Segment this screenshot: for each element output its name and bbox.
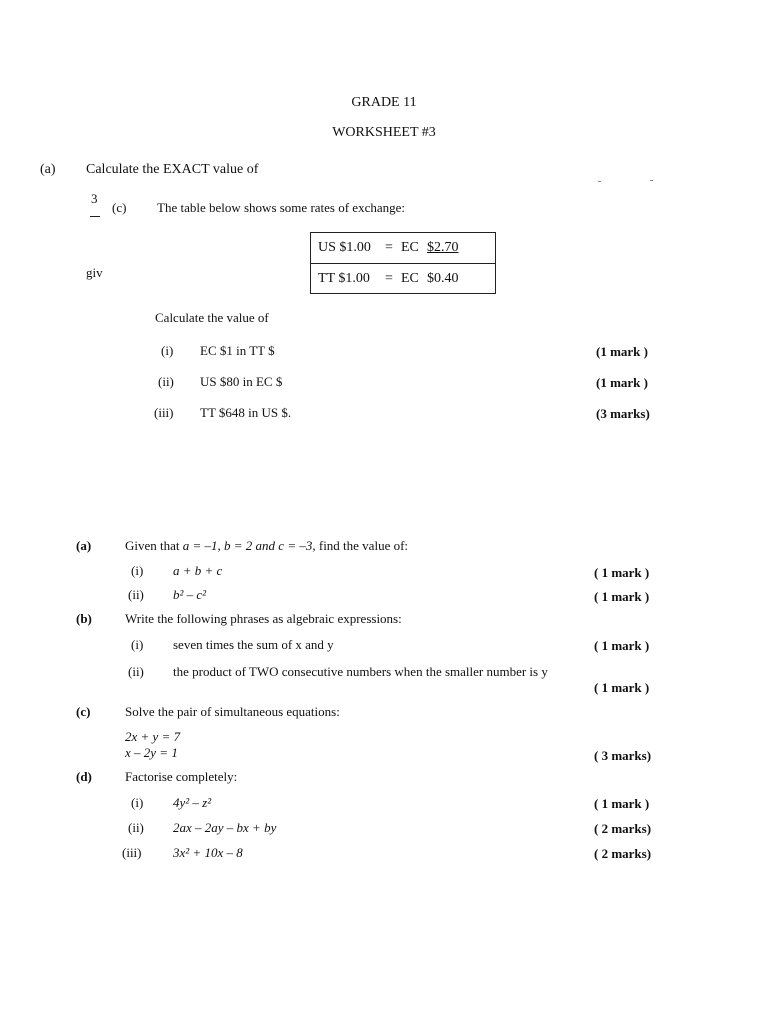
item-number: (ii) xyxy=(128,587,144,602)
item-text: EC $1 in TT $ xyxy=(200,343,275,358)
scan-mark xyxy=(598,181,601,182)
calculate-text: Calculate the value of xyxy=(155,310,269,325)
item-expression: 4y² – z² xyxy=(173,795,212,810)
item-text: US $80 in EC $ xyxy=(200,374,283,389)
item-number: (i) xyxy=(131,795,144,810)
item-number: (iii) xyxy=(154,405,174,420)
question-d-text: Factorise completely: xyxy=(125,769,238,784)
rate-row-us xyxy=(311,233,495,264)
question-a-label: (a) xyxy=(40,162,56,177)
question-a-label: (a) xyxy=(76,538,92,553)
rate-right-prefix: EC xyxy=(401,240,419,255)
rate-left: TT $1.00 xyxy=(318,271,370,286)
item-number: (i) xyxy=(161,343,174,358)
fraction-numerator: 3 xyxy=(91,191,98,206)
rate-left: US $1.00 xyxy=(318,240,371,255)
rate-equals: = xyxy=(385,271,393,286)
item-expression: b² – c² xyxy=(173,587,207,602)
item-mark: ( 2 marks) xyxy=(594,821,652,836)
item-mark: ( 2 marks) xyxy=(594,846,652,861)
truncated-text: giv xyxy=(86,265,103,280)
item-text: the product of TWO consecutive numbers when the smaller number is y xyxy=(173,664,548,679)
worksheet-title: WORKSHEET #3 xyxy=(332,125,436,140)
item-number: (i) xyxy=(131,637,144,652)
item-text: TT $648 in US $. xyxy=(200,405,292,420)
text-post: find the value of: xyxy=(315,538,409,553)
question-a-text: Calculate the EXACT value of xyxy=(86,162,259,177)
question-c-label: (c) xyxy=(76,704,91,719)
item-expression: 2ax – 2ay – bx + by xyxy=(173,820,277,835)
item-expression: a + b + c xyxy=(173,563,223,578)
item-mark: ( 1 mark ) xyxy=(594,589,650,604)
text-pre: Given that xyxy=(125,538,183,553)
equation-2: x – 2y = 1 xyxy=(125,745,178,760)
question-a-text xyxy=(125,538,408,554)
question-c-label: (c) xyxy=(112,200,127,215)
item-text: seven times the sum of x and y xyxy=(173,637,334,652)
item-number: (iii) xyxy=(122,845,142,860)
exchange-rate-table xyxy=(310,232,496,294)
scan-mark xyxy=(650,180,653,181)
item-mark: ( 1 mark ) xyxy=(594,680,650,695)
grade-title: GRADE 11 xyxy=(351,95,417,110)
question-b-text: Write the following phrases as algebraic expressions: xyxy=(125,611,402,626)
item-mark: ( 1 mark ) xyxy=(594,796,650,811)
question-c-text: The table below shows some rates of exchange: xyxy=(157,200,406,215)
item-mark: ( 3 marks) xyxy=(594,748,652,763)
question-c-text: Solve the pair of simultaneous equations: xyxy=(125,704,340,719)
item-number: (ii) xyxy=(158,374,174,389)
equation-1: 2x + y = 7 xyxy=(125,729,181,744)
rate-right-value: $0.40 xyxy=(427,271,459,286)
item-mark: ( 1 mark ) xyxy=(594,638,650,653)
rate-row-tt xyxy=(311,264,495,295)
item-mark: (1 mark ) xyxy=(596,344,648,359)
item-mark: ( 1 mark ) xyxy=(594,565,650,580)
item-number: (ii) xyxy=(128,664,144,679)
fraction-bar xyxy=(90,216,100,217)
item-expression: 3x² + 10x – 8 xyxy=(173,845,243,860)
item-mark: (1 mark ) xyxy=(596,375,648,390)
item-number: (ii) xyxy=(128,820,144,835)
question-d-label: (d) xyxy=(76,769,92,784)
item-number: (i) xyxy=(131,563,144,578)
rate-right-prefix: EC xyxy=(401,271,419,286)
item-mark: (3 marks) xyxy=(596,406,650,421)
text-math: a = –1, b = 2 and c = –3, xyxy=(182,538,316,553)
question-b-label: (b) xyxy=(76,611,92,626)
rate-equals: = xyxy=(385,240,393,255)
rate-right-value: $2.70 xyxy=(427,240,459,255)
